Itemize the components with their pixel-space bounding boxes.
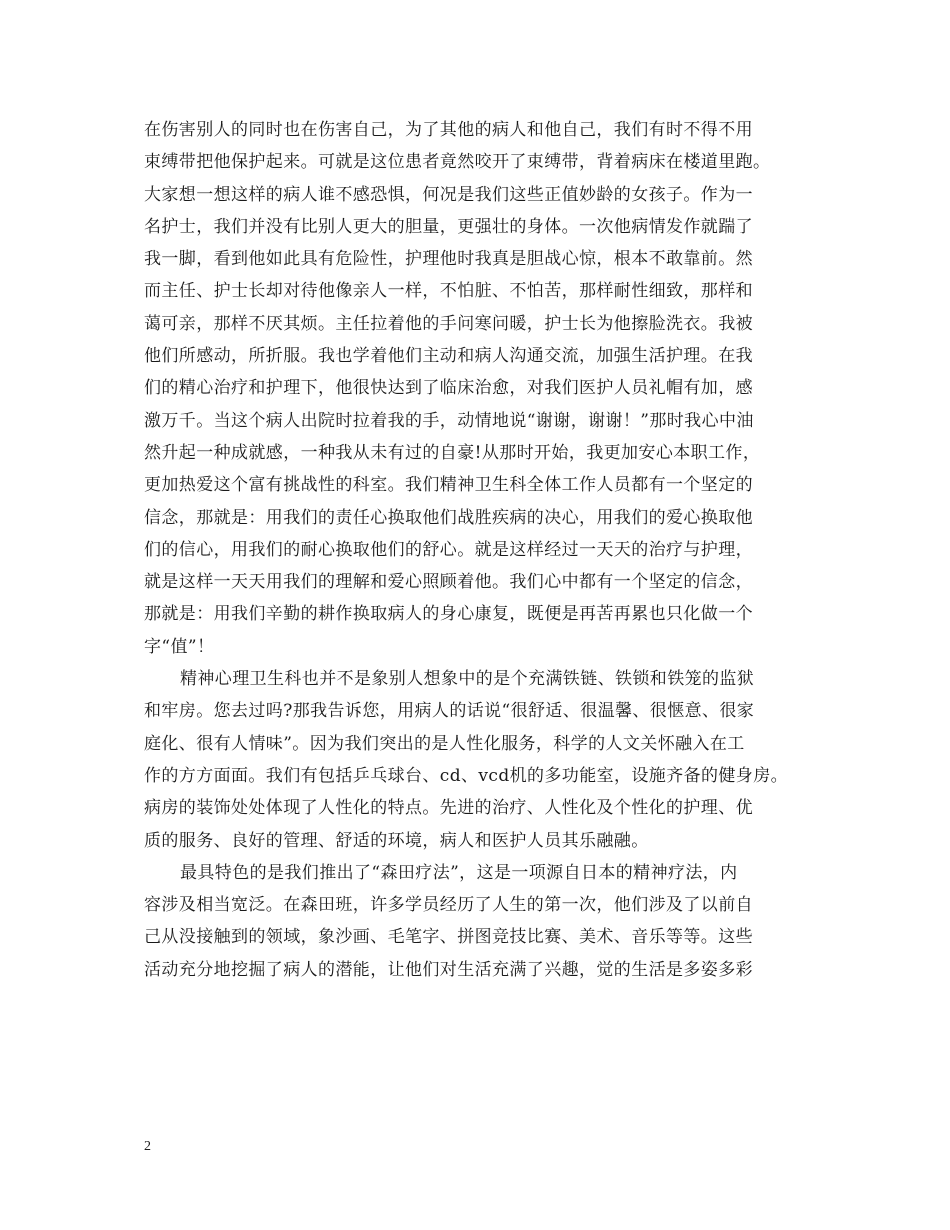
text-line: 他们所感动，所折服。我也学着他们主动和病人沟通交流，加强生活护理。在我 (144, 346, 753, 367)
text-line: 束缚带把他保护起来。可就是这位患者竟然咬开了束缚带，背着病床在楼道里跑。 (144, 152, 771, 173)
text-line: 们的精心治疗和护理下，他很快达到了临床治愈，对我们医护人员礼帽有加，感 (144, 378, 753, 399)
page-number: 2 (144, 1139, 151, 1154)
text-line: 名护士，我们并没有比别人更大的胆量，更强壮的身体。一次他病情发作就踹了 (144, 216, 753, 237)
text-line: 和牢房。您去过吗?那我告诉您，用病人的话说“很舒适、很温馨、很惬意、很家 (144, 701, 755, 722)
text-line: 而主任、护士长却对待他像亲人一样，不怕脏、不怕苦，那样耐性细致，那样和 (144, 281, 753, 302)
text-line: 们的信心，用我们的耐心换取他们的舒心。就是这样经过一天天的治疗与护理， (144, 539, 753, 560)
text-line: 作的方方面面。我们有包括乒乓球台、cd、vcd机的多功能室，设施齐备的健身房。 (144, 765, 789, 786)
text-line: 那就是：用我们辛勤的耕作换取病人的身心康复，既便是再苦再累也只化做一个 (144, 604, 753, 625)
text-line: 己从没接触到的领域，象沙画、毛笔字、拼图竞技比赛、美术、音乐等等。这些 (144, 927, 753, 948)
body-text (144, 114, 820, 986)
text-line: 我一脚，看到他如此具有危险性，护理他时我真是胆战心惊，根本不敢靠前。然 (144, 249, 753, 270)
text-line: 最具特色的是我们推出了“森田疗法”，这是一项源自日本的精神疗法，内 (180, 862, 738, 883)
text-line: 就是这样一天天用我们的理解和爱心照顾着他。我们心中都有一个坚定的信念， (144, 572, 753, 593)
text-line: 激万千。当这个病人出院时拉着我的手，动情地说“谢谢，谢谢！”那时我心中油 (144, 410, 754, 431)
text-line: 活动充分地挖掘了病人的潜能，让他们对生活充满了兴趣，觉的生活是多姿多彩 (144, 959, 753, 980)
text-line: 信念，那就是：用我们的责任心换取他们战胜疾病的决心，用我们的爱心换取他 (144, 507, 753, 528)
text-line: 更加热爱这个富有挑战性的科室。我们精神卫生科全体工作人员都有一个坚定的 (144, 475, 753, 496)
text-line: 大家想一想这样的病人谁不感恐惧，何况是我们这些正值妙龄的女孩子。作为一 (144, 184, 753, 205)
text-line: 在伤害别人的同时也在伤害自己，为了其他的病人和他自己，我们有时不得不用 (144, 120, 753, 140)
text-line: 蔼可亲，那样不厌其烦。主任拉着他的手问寒问暖，护士长为他擦脸洗衣。我被 (144, 313, 753, 334)
text-line: 字“值”！ (144, 636, 215, 657)
text-line: 容涉及相当宽泛。在森田班，许多学员经历了人生的第一次，他们涉及了以前自 (144, 895, 753, 916)
text-line: 病房的装饰处处体现了人性化的特点。先进的治疗、人性化及个性化的护理、优 (144, 798, 753, 819)
text-line: 庭化、很有人情味”。因为我们突出的是人性化服务，科学的人文关怀融入在工 (144, 733, 745, 754)
text-line: 精神心理卫生科也并不是象别人想象中的是个充满铁链、铁锁和铁笼的监狱 (180, 669, 755, 690)
text-line: 质的服务、良好的管理、舒适的环境，病人和医护人员其乐融融。 (144, 830, 649, 851)
text-line: 然升起一种成就感，一种我从未有过的自豪!从那时开始，我更加安心本职工作， (144, 442, 761, 463)
